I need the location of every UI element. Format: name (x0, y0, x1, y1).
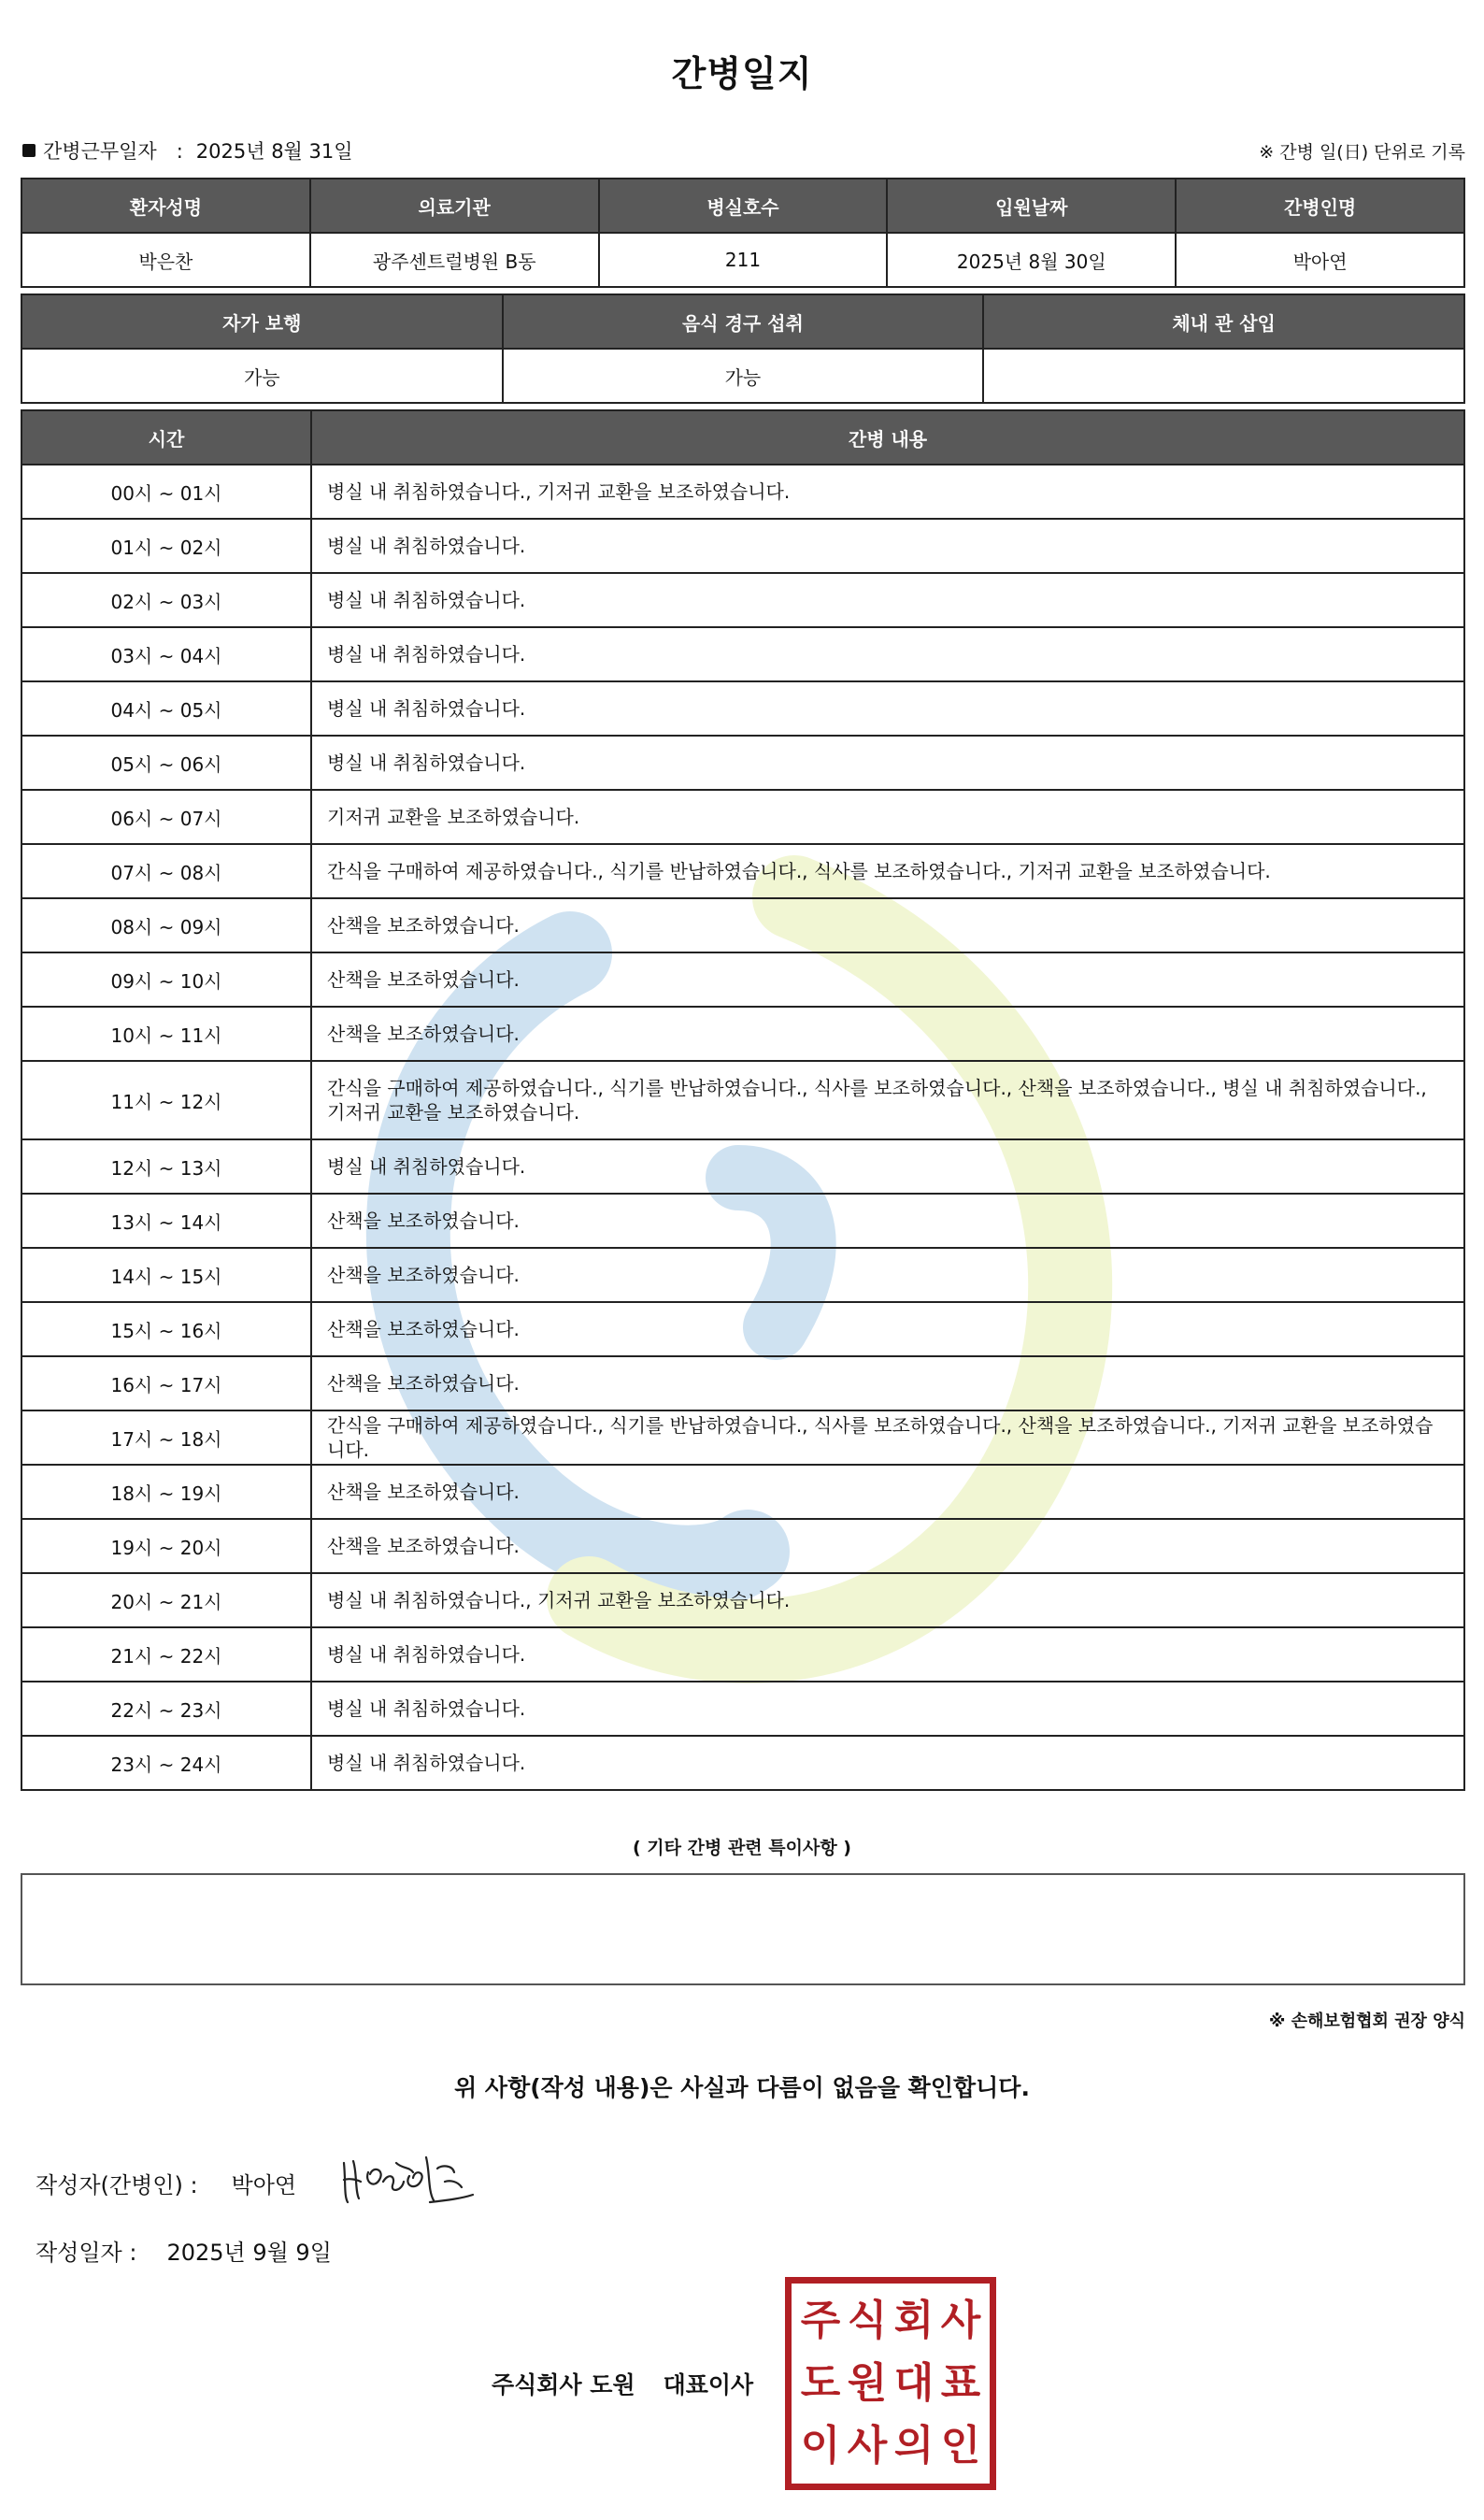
log-content: 산책을 보조하였습니다. (311, 1302, 1464, 1356)
table-row (21, 790, 1464, 844)
log-time: 14시 ~ 15시 (21, 1248, 311, 1302)
unit-note: ※ 간병 일(日) 단위로 기록 (1259, 142, 1465, 163)
written-date-label: 작성일자 : (36, 2240, 137, 2266)
table-row (21, 1573, 1464, 1627)
log-time: 16시 ~ 17시 (21, 1356, 311, 1410)
seal-characters (797, 2289, 984, 2478)
care-log-table (21, 409, 1465, 1791)
log-time: 13시 ~ 14시 (21, 1194, 311, 1248)
table-row (21, 465, 1464, 519)
log-content: 산책을 보조하였습니다. (311, 1465, 1464, 1519)
special-notes-title: ( 기타 간병 관련 특이사항 ) (633, 1838, 851, 1858)
log-header-row (21, 410, 1464, 465)
table-row (21, 952, 1464, 1007)
table-row (21, 1682, 1464, 1736)
room-number: 211 (599, 233, 888, 287)
table-row (21, 1302, 1464, 1356)
log-time: 01시 ~ 02시 (21, 519, 311, 573)
header-caregiver: 간병인명 (1176, 179, 1464, 233)
log-content: 산책을 보조하였습니다. (311, 952, 1464, 1007)
confirmation-statement: 위 사항(작성 내용)은 사실과 다름이 없음을 확인합니다. (454, 2074, 1030, 2101)
square-bullet-icon (22, 144, 36, 157)
log-time: 06시 ~ 07시 (21, 790, 311, 844)
log-content: 산책을 보조하였습니다. (311, 1356, 1464, 1410)
header-admission-date: 입원날짜 (887, 179, 1176, 233)
writer-row (36, 2167, 296, 2199)
log-time: 17시 ~ 18시 (21, 1410, 311, 1465)
ability-value-row (21, 349, 1464, 403)
handwritten-signature (336, 2144, 477, 2210)
table-row (21, 627, 1464, 681)
log-content: 산책을 보조하였습니다. (311, 1248, 1464, 1302)
work-date-row (22, 136, 353, 165)
header-hospital: 의료기관 (310, 179, 599, 233)
log-time: 07시 ~ 08시 (21, 844, 311, 898)
patient-info-table (21, 178, 1465, 288)
patient-header-row (21, 179, 1464, 233)
work-date-label: 간병근무일자 : (43, 140, 183, 163)
table-row (21, 1194, 1464, 1248)
log-content: 병실 내 취침하였습니다. (311, 1139, 1464, 1194)
company-row (492, 2367, 753, 2400)
table-row (21, 1627, 1464, 1682)
company-seal (785, 2277, 996, 2490)
patient-value-row (21, 233, 1464, 287)
log-content: 병실 내 취침하였습니다., 기저귀 교환을 보조하였습니다. (311, 1573, 1464, 1627)
table-row (21, 1356, 1464, 1410)
table-row (21, 519, 1464, 573)
hospital-name: 광주센트럴병원 B동 (310, 233, 599, 287)
table-row (21, 573, 1464, 627)
table-row (21, 681, 1464, 736)
log-content: 병실 내 취침하였습니다. (311, 1736, 1464, 1790)
seal-character: 식 (847, 2296, 888, 2344)
table-row (21, 1061, 1464, 1139)
log-time: 21시 ~ 22시 (21, 1627, 311, 1682)
log-content: 산책을 보조하였습니다. (311, 1519, 1464, 1573)
log-content: 간식을 구매하여 제공하였습니다., 식기를 반납하였습니다., 식사를 보조하였습니다., 산책을 보조하였습니다., 병실 내 취침하였습니다., 기저귀 교환을 보조하였습니다. (311, 1061, 1464, 1139)
log-time: 09시 ~ 10시 (21, 952, 311, 1007)
seal-character: 주 (800, 2296, 841, 2344)
header-oral-intake: 음식 경구 섭취 (503, 294, 984, 349)
seal-character: 대 (893, 2358, 935, 2407)
log-content: 병실 내 취침하였습니다. (311, 681, 1464, 736)
log-time: 18시 ~ 19시 (21, 1465, 311, 1519)
ability-header-row (21, 294, 1464, 349)
table-row (21, 1139, 1464, 1194)
table-row (21, 1248, 1464, 1302)
log-content: 병실 내 취침하였습니다. (311, 519, 1464, 573)
seal-character: 사 (940, 2296, 981, 2344)
oral-intake-value: 가능 (503, 349, 984, 403)
log-content: 병실 내 취침하였습니다. (311, 627, 1464, 681)
table-row (21, 844, 1464, 898)
log-time: 10시 ~ 11시 (21, 1007, 311, 1061)
seal-character: 의 (893, 2422, 935, 2470)
table-row (21, 1736, 1464, 1790)
walking-value: 가능 (21, 349, 503, 403)
log-content: 병실 내 취침하였습니다. (311, 736, 1464, 790)
writer-label: 작성자(간병인) : (36, 2172, 198, 2198)
header-care-content: 간병 내용 (311, 410, 1464, 465)
seal-character: 사 (847, 2422, 888, 2470)
log-time: 00시 ~ 01시 (21, 465, 311, 519)
company-name: 주식회사 도원 (492, 2371, 635, 2398)
seal-character: 표 (940, 2358, 981, 2407)
table-row (21, 898, 1464, 952)
log-content: 간식을 구매하여 제공하였습니다., 식기를 반납하였습니다., 식사를 보조하였습니다., 산책을 보조하였습니다., 기저귀 교환을 보조하였습니다. (311, 1410, 1464, 1465)
writer-name: 박아연 (231, 2172, 297, 2198)
seal-character: 원 (847, 2358, 888, 2407)
header-time: 시간 (21, 410, 311, 465)
log-content: 산책을 보조하였습니다. (311, 898, 1464, 952)
table-row (21, 1007, 1464, 1061)
log-content: 병실 내 취침하였습니다. (311, 573, 1464, 627)
table-row (21, 1519, 1464, 1573)
tube-insertion-value (983, 349, 1464, 403)
log-time: 15시 ~ 16시 (21, 1302, 311, 1356)
patient-name: 박은찬 (21, 233, 310, 287)
header-walking: 자가 보행 (21, 294, 503, 349)
ceo-label: 대표이사 (663, 2371, 754, 2398)
written-date-value: 2025년 9월 9일 (166, 2240, 332, 2266)
log-time: 04시 ~ 05시 (21, 681, 311, 736)
work-date-value: 2025년 8월 31일 (195, 140, 353, 163)
log-time: 12시 ~ 13시 (21, 1139, 311, 1194)
document-title: 간병일지 (671, 53, 813, 94)
caregiver-name: 박아연 (1176, 233, 1464, 287)
log-content: 병실 내 취침하였습니다. (311, 1682, 1464, 1736)
ability-table (21, 294, 1465, 404)
log-time: 20시 ~ 21시 (21, 1573, 311, 1627)
log-time: 03시 ~ 04시 (21, 627, 311, 681)
seal-character: 회 (893, 2296, 935, 2344)
log-body (21, 465, 1464, 1790)
log-time: 22시 ~ 23시 (21, 1682, 311, 1736)
special-notes-box (21, 1873, 1465, 1985)
log-content: 산책을 보조하였습니다. (311, 1194, 1464, 1248)
table-row (21, 1465, 1464, 1519)
log-content: 병실 내 취침하였습니다. (311, 1627, 1464, 1682)
log-content: 산책을 보조하였습니다. (311, 1007, 1464, 1061)
log-time: 11시 ~ 12시 (21, 1061, 311, 1139)
log-time: 08시 ~ 09시 (21, 898, 311, 952)
log-time: 05시 ~ 06시 (21, 736, 311, 790)
table-row (21, 1410, 1464, 1465)
log-content: 기저귀 교환을 보조하였습니다. (311, 790, 1464, 844)
seal-character: 이 (800, 2422, 841, 2470)
header-room: 병실호수 (599, 179, 888, 233)
recommend-note: ※ 손해보험협회 권장 양식 (1268, 2012, 1465, 2031)
seal-character: 도 (800, 2358, 841, 2407)
header-patient-name: 환자성명 (21, 179, 310, 233)
log-content: 간식을 구매하여 제공하였습니다., 식기를 반납하였습니다., 식사를 보조하였습니다., 기저귀 교환을 보조하였습니다. (311, 844, 1464, 898)
log-time: 23시 ~ 24시 (21, 1736, 311, 1790)
header-tube-insertion: 체내 관 삽입 (983, 294, 1464, 349)
admission-date: 2025년 8월 30일 (887, 233, 1176, 287)
log-time: 02시 ~ 03시 (21, 573, 311, 627)
table-row (21, 736, 1464, 790)
log-content: 병실 내 취침하였습니다., 기저귀 교환을 보조하였습니다. (311, 465, 1464, 519)
seal-character: 인 (940, 2422, 981, 2470)
log-time: 19시 ~ 20시 (21, 1519, 311, 1573)
written-date-row (36, 2234, 332, 2267)
